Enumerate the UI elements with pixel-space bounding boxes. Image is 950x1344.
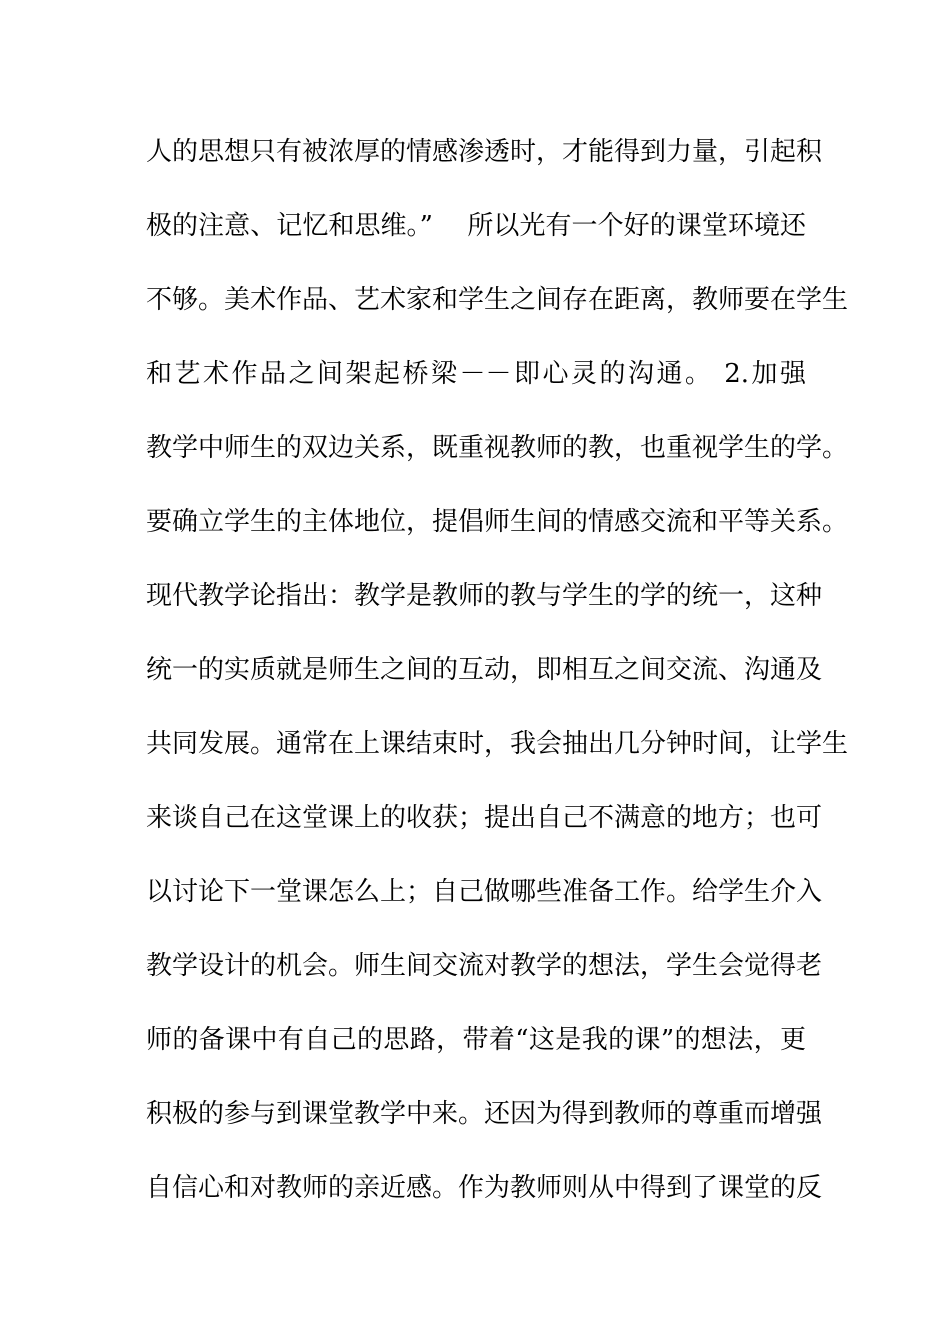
text-line: 师的备课中有自己的思路，带着“这是我的课”的想法，更 bbox=[146, 1025, 806, 1055]
text-line: 不够。美术作品、艺术家和学生之间存在距离，教师要在学生 bbox=[146, 285, 849, 315]
text-line: 以讨论下一堂课怎么上；自己做哪些准备工作。给学生介入 bbox=[146, 877, 823, 907]
text-line: 和艺术作品之间架起桥梁－－即心灵的沟通。 2.加强 bbox=[146, 359, 806, 389]
text-line: 现代教学论指出：教学是教师的教与学生的学的统一，这种 bbox=[146, 581, 823, 611]
body-text bbox=[146, 128, 849, 1238]
text-line: 积极的参与到课堂教学中来。还因为得到教师的尊重而增强 bbox=[146, 1099, 823, 1129]
text-line: 自信心和对教师的亲近感。作为教师则从中得到了课堂的反 bbox=[146, 1173, 823, 1203]
text-line: 人的思想只有被浓厚的情感渗透时，才能得到力量，引起积 bbox=[146, 137, 823, 167]
text-line: 要确立学生的主体地位，提倡师生间的情感交流和平等关系。 bbox=[146, 507, 849, 537]
text-line: 教学设计的机会。师生间交流对教学的想法，学生会觉得老 bbox=[146, 951, 823, 981]
text-line: 教学中师生的双边关系，既重视教师的教，也重视学生的学。 bbox=[146, 433, 849, 463]
text-line: 统一的实质就是师生之间的互动，即相互之间交流、沟通及 bbox=[146, 655, 823, 685]
text-line: 来谈自己在这堂课上的收获；提出自己不满意的地方；也可 bbox=[146, 803, 823, 833]
text-line: 共同发展。通常在上课结束时，我会抽出几分钟时间，让学生 bbox=[146, 729, 849, 759]
text-line: 极的注意、记忆和思维。” 所以光有一个好的课堂环境还 bbox=[146, 211, 806, 241]
